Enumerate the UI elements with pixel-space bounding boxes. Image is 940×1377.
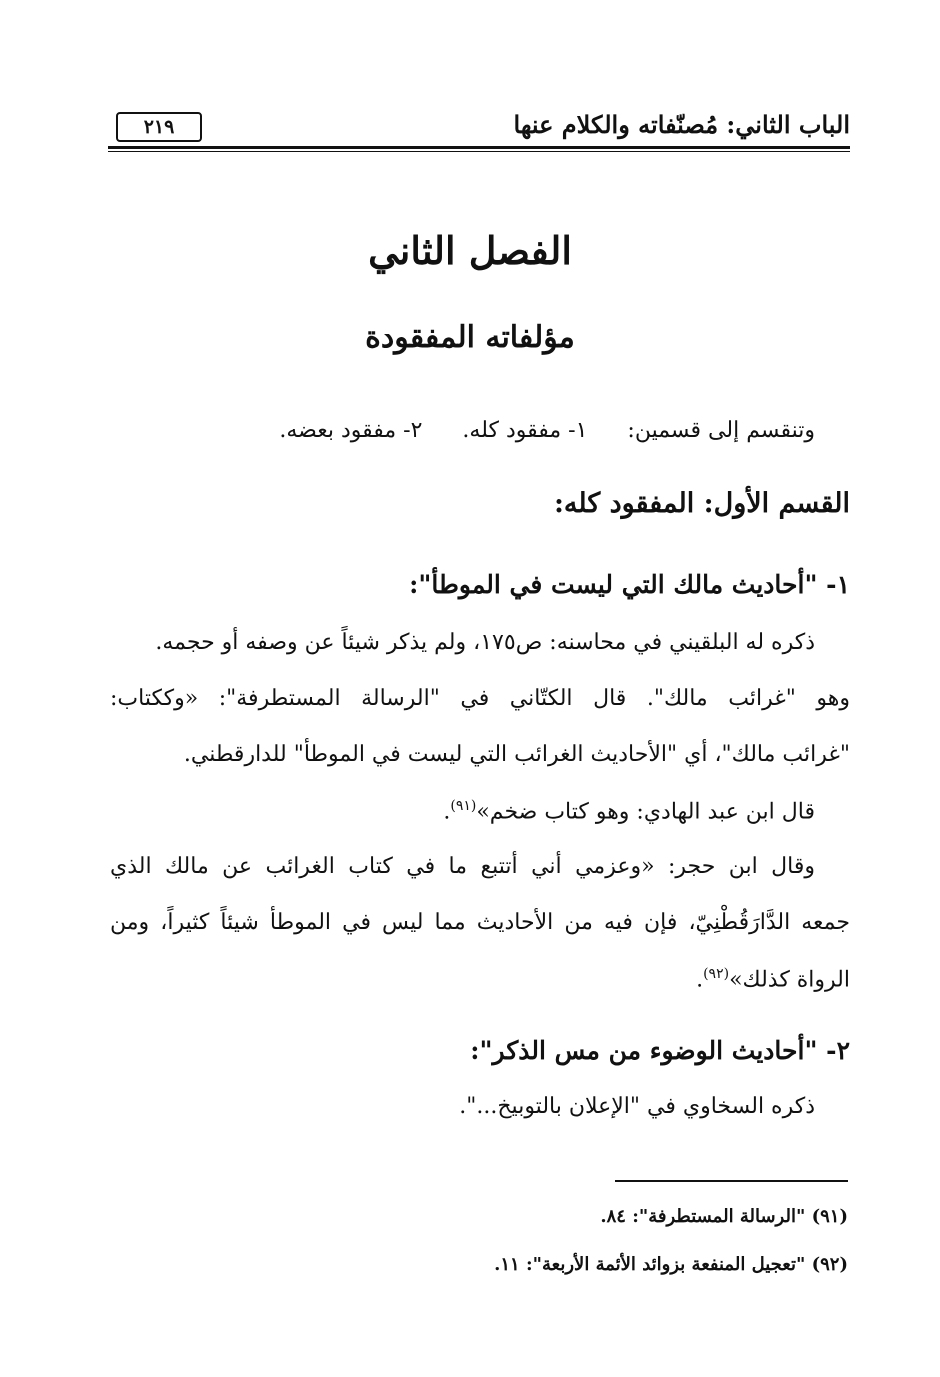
chapter-subtitle: مؤلفاته المفقودة xyxy=(365,320,575,355)
period: . xyxy=(696,967,704,993)
section-heading: القسم الأول: المفقود كله: xyxy=(553,488,850,519)
running-header xyxy=(108,104,850,144)
page-number: ٢١٩ xyxy=(116,112,202,142)
item-1-line-4 xyxy=(443,798,815,824)
item-1-line-6: جمعه الدَّارَقُطْنِيّ، فإن فيه من الأحاديث مما ليس في الموطأ شيئاً كثيراً، ومن xyxy=(110,910,850,935)
item-1-line-2: وهو "غرائب مالك". قال الكتّاني في "الرسالة المستطرفة": «وككتاب: xyxy=(110,686,850,711)
quote-text: الرواة كذلك» xyxy=(729,967,850,993)
chapter-title: الفصل الثاني xyxy=(368,228,572,273)
header-rule-thin xyxy=(108,151,850,152)
item-2-heading: ٢- "أحاديث الوضوء من مس الذكر": xyxy=(470,1036,850,1065)
item-1-line-7 xyxy=(696,966,850,992)
header-rule xyxy=(108,146,850,149)
item-1-line-1: ذكره له البلقيني في محاسنه: ص١٧٥، ولم يذكر شيئاً عن وصفه أو حجمه. xyxy=(155,630,815,655)
footnote-92: (٩٢) "تعجيل المنفعة بزوائد الأئمة الأربعة": ١١. xyxy=(494,1254,848,1275)
footnote-ref-92: (٩٢) xyxy=(703,966,730,982)
footnote-ref-91: (٩١) xyxy=(450,798,477,814)
item-1-line-3: "غرائب مالك"، أي "الأحاديث الغرائب التي ليست في الموطأ" للدارقطني. xyxy=(183,742,850,767)
item-1-line-5: وقال ابن حجر: «وعزمي أني أتتبع ما في كتاب الغرائب عن مالك الذي xyxy=(110,854,815,879)
division-part-2: ٢- مفقود بعضه. xyxy=(279,418,423,443)
footnote-rule xyxy=(615,1180,848,1182)
footnote-91: (٩١) "الرسالة المستطرفة": ٨٤. xyxy=(600,1206,848,1227)
quote-text: قال ابن عبد الهادي: وهو كتاب ضخم» xyxy=(476,799,815,825)
division-intro: وتنقسم إلى قسمين: xyxy=(627,418,815,443)
item-2-line: ذكره السخاوي في "الإعلان بالتوبيخ...". xyxy=(459,1094,815,1119)
running-title: الباب الثاني: مُصنّفاته والكلام عنها xyxy=(513,110,850,139)
period: . xyxy=(443,799,451,825)
division-line xyxy=(279,418,815,443)
division-part-1: ١- مفقود كله. xyxy=(462,418,588,443)
item-1-heading: ١- "أحاديث مالك التي ليست في الموطأ": xyxy=(409,570,850,599)
